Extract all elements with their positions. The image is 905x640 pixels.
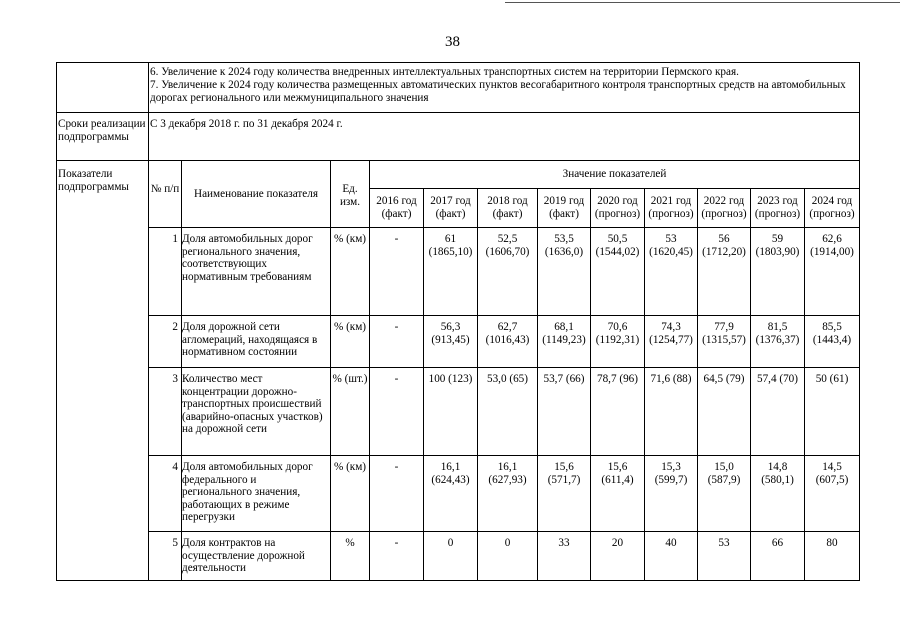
row-4-v2024: 14,5 (607,5) xyxy=(815,461,849,486)
row-2-v2016: - xyxy=(394,321,399,333)
header-year-2024: 2024 год (прогноз) xyxy=(809,195,855,220)
header-year-2020: 2020 год (прогноз) xyxy=(594,195,641,220)
row-4-v2021: 15,3 (599,7) xyxy=(654,461,688,486)
row-5-num: 5 xyxy=(172,537,178,549)
terms-value: С 3 декабря 2018 г. по 31 декабря 2024 г. xyxy=(150,118,343,130)
row-1-v2023: 59 (1803,90) xyxy=(755,233,800,258)
row-4-v2019: 15,6 (571,7) xyxy=(547,461,581,486)
row-4-v2023: 14,8 (580,1) xyxy=(761,461,794,486)
row-5-v2018: 0 xyxy=(504,537,511,549)
row-4-v2016: - xyxy=(394,461,399,473)
header-year-2021: 2021 год (прогноз) xyxy=(648,195,694,220)
top-rule xyxy=(505,2,900,3)
row-5-v2023: 66 xyxy=(771,537,784,549)
row-5-v2017: 0 xyxy=(447,537,454,549)
row-3-v2018: 53,0 (65) xyxy=(486,373,528,385)
row-1-v2024: 62,6 (1914,00) xyxy=(810,233,854,258)
row-1-v2020: 50,5 (1544,02) xyxy=(595,233,640,258)
header-year-2019: 2019 год (факт) xyxy=(543,195,585,220)
header-year-2018: 2018 год (факт) xyxy=(487,195,528,220)
header-year-2016: 2016 год (факт) xyxy=(376,195,417,220)
row-2-v2019: 68,1 (1149,23) xyxy=(542,321,586,346)
row-5-v2022: 53 xyxy=(718,537,730,549)
indicators-label: Показатели подпрограммы xyxy=(58,168,129,193)
row-2-v2024: 85,5 (1443,4) xyxy=(812,321,852,346)
row-3-v2021: 71,6 (88) xyxy=(650,373,692,385)
row-2-v2018: 62,7 (1016,43) xyxy=(485,321,530,346)
row-2-name: Доля дорожной сети агломераций, находящаяся в нормативном состоянии xyxy=(182,321,318,359)
row-3-v2022: 64,5 (79) xyxy=(703,373,745,385)
row-5-v2021: 40 xyxy=(665,537,677,549)
header-year-2017: 2017 год (факт) xyxy=(430,195,471,220)
header-values: Значение показателей xyxy=(562,168,667,180)
row-1-v2022: 56 (1712,20) xyxy=(702,233,746,258)
row-4-v2022: 15,0 (587,9) xyxy=(707,461,741,486)
page-number: 38 xyxy=(445,34,460,50)
row-5-unit: % xyxy=(345,537,355,549)
row-5-v2024: 80 xyxy=(826,537,838,549)
row-1-v2019: 53,5 (1636,0) xyxy=(544,233,584,258)
terms-label: Сроки реализации подпрограммы xyxy=(58,118,146,143)
row-3-v2023: 57,4 (70) xyxy=(756,373,798,385)
row-4-num: 4 xyxy=(172,461,178,473)
row-5-v2019: 33 xyxy=(558,537,570,549)
header-year-2023: 2023 год (прогноз) xyxy=(754,195,801,220)
row-4-v2017: 16,1 (624,43) xyxy=(431,461,470,486)
row-3-v2019: 53,7 (66) xyxy=(543,373,585,385)
row-4-v2018: 16,1 (627,93) xyxy=(488,461,527,486)
row-1-v2018: 52,5 (1606,70) xyxy=(485,233,530,258)
row-3-v2017: 100 (123) xyxy=(428,373,473,385)
row-4-unit: % (км) xyxy=(333,461,367,473)
header-num: № п/п xyxy=(150,183,180,195)
row-2-v2023: 81,5 (1376,37) xyxy=(755,321,800,346)
row-2-v2017: 56,3 (913,45) xyxy=(431,321,470,346)
row-3-v2020: 78,7 (96) xyxy=(596,373,638,385)
row-1-v2021: 53 (1620,45) xyxy=(649,233,693,258)
header-name: Наименование показателя xyxy=(194,188,318,200)
row-3-unit: % (шт.) xyxy=(332,373,368,385)
row-2-unit: % (км) xyxy=(333,321,367,333)
row-4-v2020: 15,6 (611,4) xyxy=(601,461,634,486)
row-1-name: Доля автомобильных дорог регионального значения, соответствующих нормативным требованиям xyxy=(182,233,313,283)
row-2-v2020: 70,6 (1192,31) xyxy=(595,321,640,346)
row-1-v2017: 61 (1865,10) xyxy=(428,233,473,258)
row-1-unit: % (км) xyxy=(333,233,367,245)
row-5-name: Доля контрактов на осуществление дорожной деятельности xyxy=(182,537,305,575)
header-year-2022: 2022 год (прогноз) xyxy=(701,195,747,220)
row-3-v2024: 50 (61) xyxy=(815,373,849,385)
row-3-v2016: - xyxy=(394,373,399,385)
row-5-v2016: - xyxy=(394,537,399,549)
row-1-v2016: - xyxy=(394,233,399,245)
goal-6: 6. Увеличение к 2024 году количества внедренных интеллектуальных транспортных систем на территории Пермского края. xyxy=(150,66,739,78)
row-2-num: 2 xyxy=(172,321,178,333)
row-2-v2022: 77,9 (1315,57) xyxy=(702,321,746,346)
row-4-name: Доля автомобильных дорог федерального и регионального значения, работающих в режиме перегрузки xyxy=(182,461,313,524)
row-1-num: 1 xyxy=(172,233,178,245)
row-2-v2021: 74,3 (1254,77) xyxy=(649,321,693,346)
header-unit: Ед. изм. xyxy=(339,183,361,208)
row-3-num: 3 xyxy=(172,373,178,385)
goal-7: 7. Увеличение к 2024 году количества размещенных автоматических пунктов весогабаритного контроля транспортных средств на автомобильных дорогах регионального или межмуниципального значения xyxy=(150,79,846,104)
row-3-name: Количество мест концентрации дорожно-транспортных происшествий (аварийно-опасных участков) на дорожной сети xyxy=(182,373,323,436)
row-5-v2020: 20 xyxy=(611,537,624,549)
